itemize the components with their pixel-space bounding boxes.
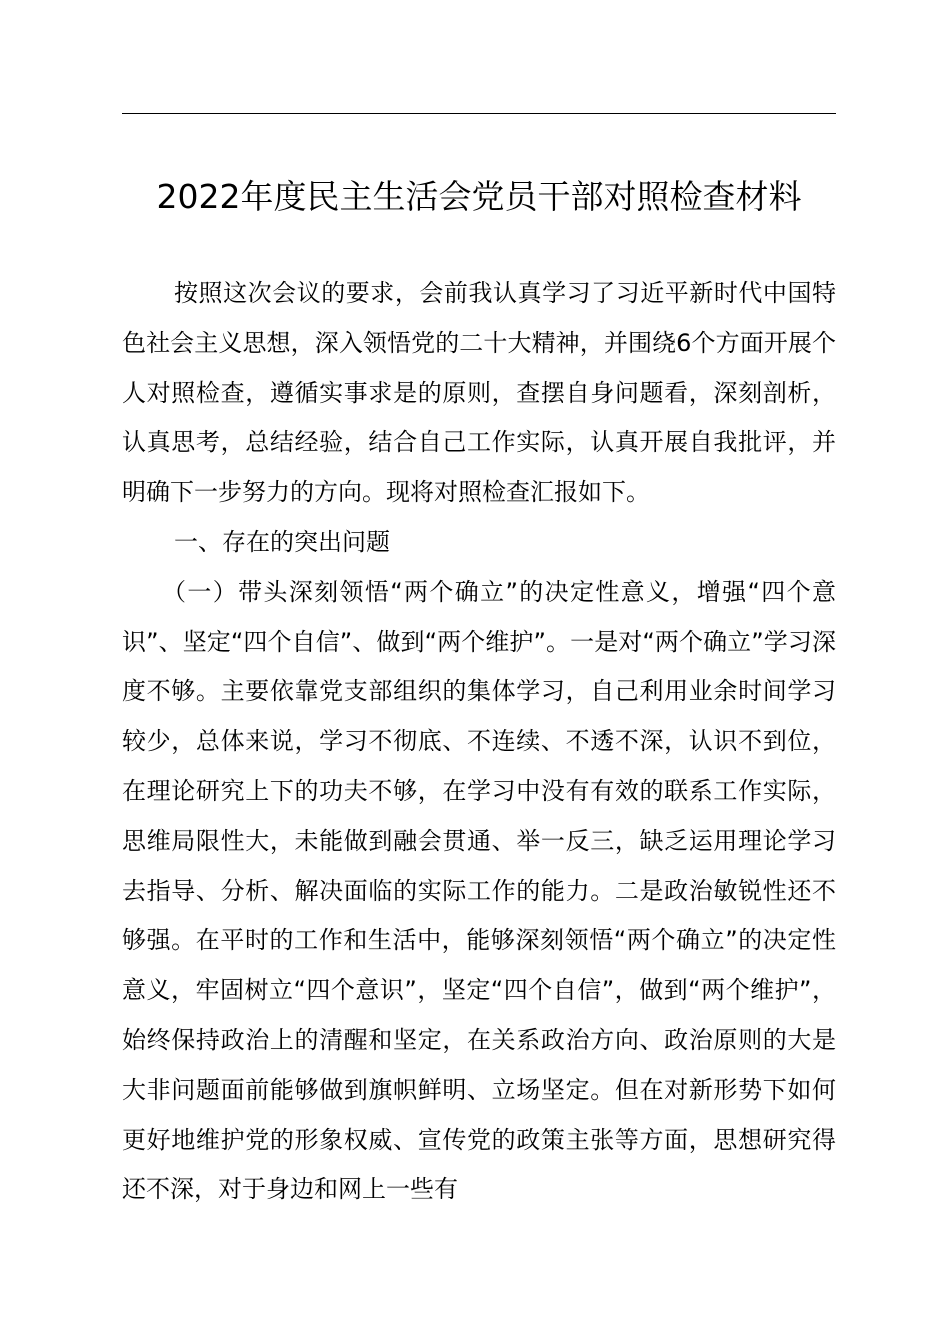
header-rule: [122, 113, 836, 114]
intro-paragraph: 按照这次会议的要求，会前我认真学习了习近平新时代中国特色社会主义思想，深入领悟党的二十大精神，并围绕6个方面开展个人对照检查，遵循实事求是的原则，查摆自身问题看，深刻剖析，认真思考，总结经验，结合自己工作实际，认真开展自我批评，并明确下一步努力的方向。现将对照检查汇报如下。: [122, 279, 836, 507]
section-heading: 一、存在的突出问题: [174, 527, 390, 556]
subsection-paragraph: （一）带头深刻领悟“两个确立”的决定性意义，增强“四个意识”、坚定“四个自信”、做到“两个维护”。一是对“两个确立”学习深度不够。主要依靠党支部组织的集体学习，自己利用业余时间学习较少，总体来说，学习不彻底、不连续、不透不深，认识不到位，在理论研究上下的功夫不够，在学习中没有有效的联系工作实际，思维局限性大，未能做到融会贯通、举一反三，缺乏运用理论学习去指导、分析、解决面临的实际工作的能力。二是政治敏锐性还不够强。在平时的工作和生活中，能够深刻领悟“两个确立”的决定性意义，牢固树立“四个意识”，坚定“四个自信”，做到“两个维护”，始终保持政治上的清醒和坚定，在关系政治方向、政治原则的大是大非问题面前能够做到旗帜鲜明、立场坚定。但在对新形势下如何更好地维护党的形象权威、宣传党的政策主张等方面，思想研究得还不深，对于身边和网上一些有: [122, 577, 836, 1204]
document-body: [122, 269, 836, 1215]
document-title: 2022年度民主生活会党员干部对照检查材料: [156, 177, 802, 216]
